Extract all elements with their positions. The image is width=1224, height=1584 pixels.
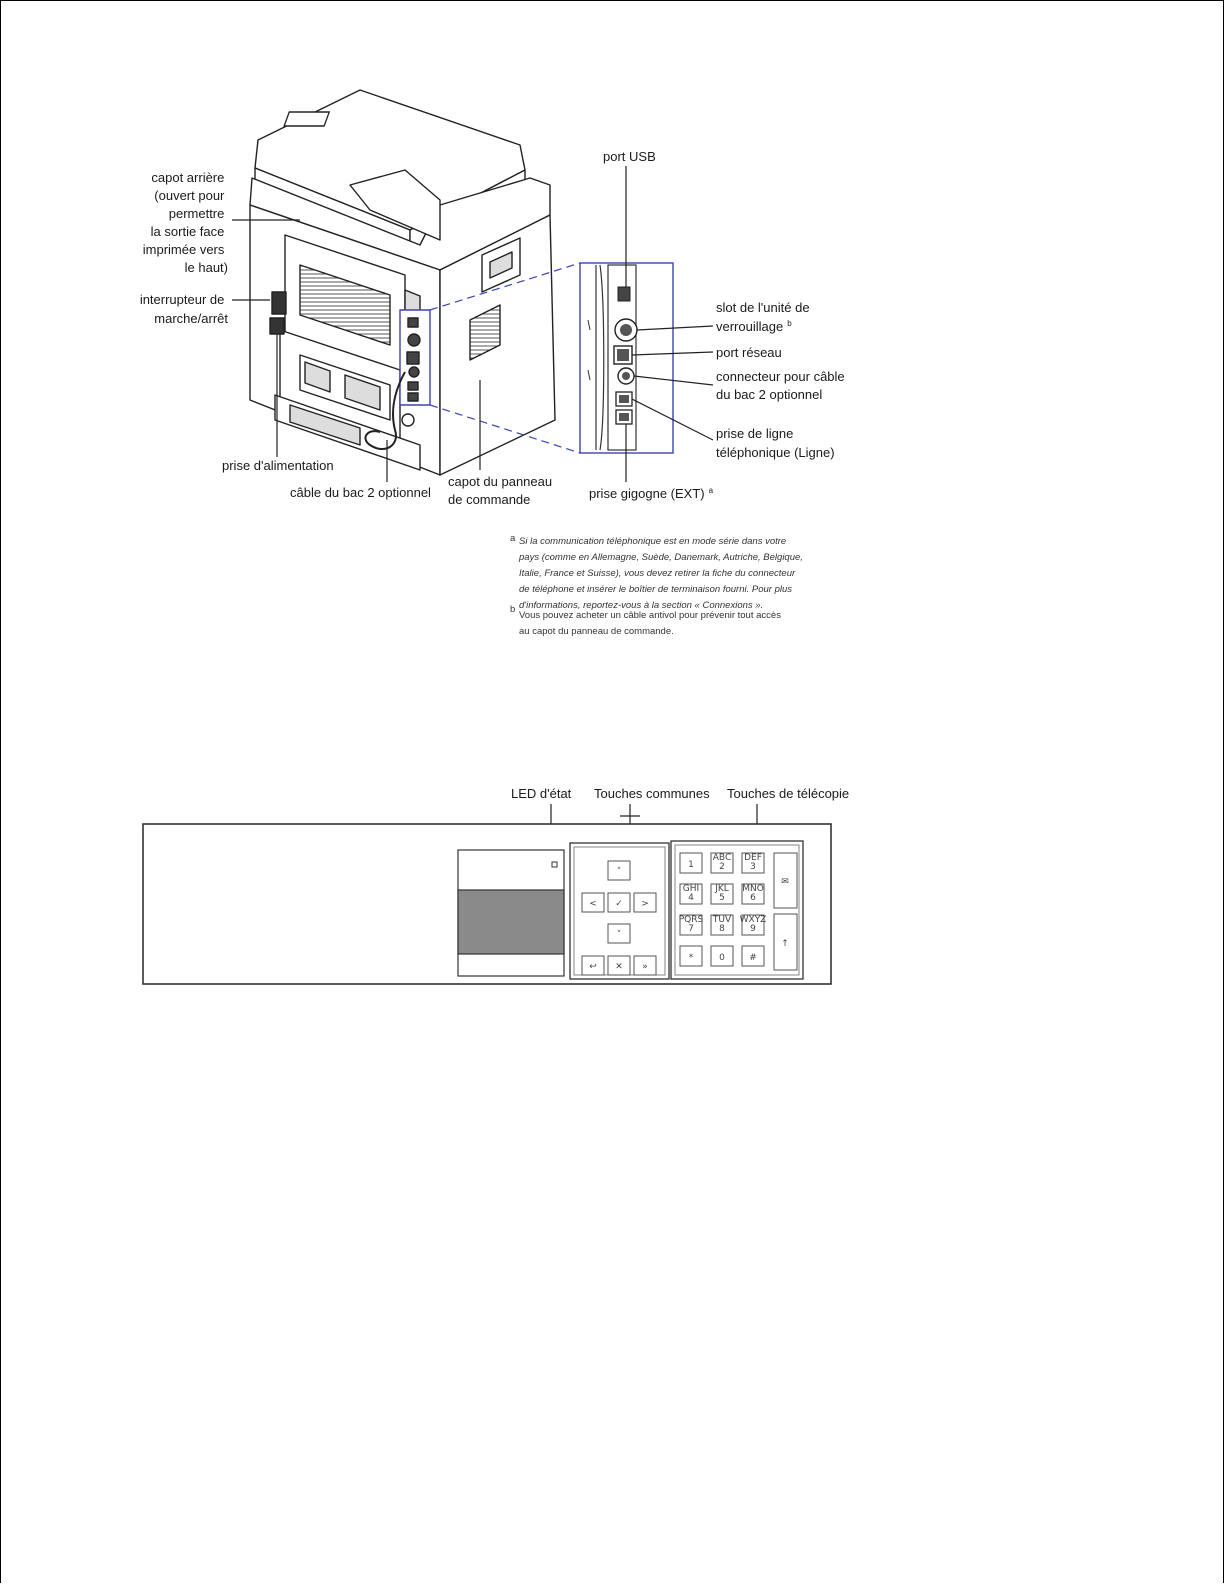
keypad-key-letters: MNO: [742, 884, 764, 894]
keypad-key-letters: ABC: [712, 853, 732, 863]
key-down-glyph: ˅: [616, 930, 622, 940]
control-panel-diagram: [143, 786, 849, 984]
keypad-key-letters: DEF: [744, 853, 762, 863]
mail-icon: ✉: [781, 877, 789, 887]
status-led: [552, 862, 557, 867]
keypad-key-letters: TUV: [712, 915, 732, 925]
keypad-key-digit: #: [749, 953, 757, 963]
power-switch: [272, 292, 286, 314]
keypad-key-digit: 1: [688, 860, 694, 870]
footnote-a: Si la communication téléphonique est en mode série dans votre pays (comme en Allemagne, Suède, Danemark, Autriche, Belgique, Italie, France et Suisse), vous devez retirer la fiche du connecteur de téléphone et insérer le boîtier de terminaison fourni. Pour plus d'informations, reportez-vous à la section « Connexions ».: [519, 536, 803, 611]
keypad-key-digit: 2: [719, 862, 725, 872]
key-stop-glyph: ✕: [615, 962, 623, 972]
label-power-switch: interrupteur de marche/arrêt: [139, 292, 228, 326]
keypad-key-letters: JKL: [715, 884, 729, 894]
keypad-key-letters: WXYZ: [739, 915, 767, 925]
key-ok-glyph: ✓: [615, 899, 623, 909]
keypad-key-digit: 8: [719, 924, 725, 934]
power-socket: [270, 318, 284, 334]
label-tray2-cable: câble du bac 2 optionnel: [290, 485, 431, 500]
label-tray2-connector: connecteur pour câble du bac 2 optionnel: [716, 369, 845, 402]
keypad-key-letters: GHI: [682, 884, 700, 894]
key-up-glyph: ˄: [616, 867, 622, 877]
label-lock-slot: slot de l'unité de verrouillage $^b$: [716, 300, 810, 334]
label-fax-keys: Touches de télécopie: [727, 786, 850, 801]
arrow-up-icon: ↑: [781, 939, 789, 949]
key-start-glyph: »: [642, 962, 648, 972]
label-ext-jack: prise gigogne (EXT) $^a$: [589, 486, 714, 501]
label-common-keys: Touches communes: [594, 786, 710, 801]
keypad-key-letters: PQRS: [678, 915, 704, 925]
key-back-glyph: ↩: [589, 962, 597, 972]
keypad-key-digit: 3: [750, 862, 756, 872]
printer-illustration: [250, 90, 555, 475]
label-control-cover: capot du panneau de commande: [448, 474, 553, 507]
keypad-key-digit: 7: [688, 924, 694, 934]
keypad-key-digit: 0: [719, 953, 725, 963]
keypad-key-digit: 4: [688, 893, 694, 903]
footnotes: [510, 533, 806, 637]
label-status-led: LED d'état: [511, 786, 572, 801]
keypad-key-digit: *: [688, 953, 694, 963]
keypad-key-digit: 6: [750, 893, 756, 903]
footnote-a-mark: a: [510, 533, 516, 544]
keypad-key-digit: 5: [719, 893, 725, 903]
key-right-glyph: >: [641, 899, 649, 909]
label-line-jack: prise de ligne téléphonique (Ligne): [716, 426, 835, 460]
display-screen: [458, 890, 564, 954]
label-network-port: port réseau: [716, 345, 782, 360]
label-rear-cover: capot arrière (ouvert pour permettre la sortie face imprimée vers le haut): [142, 170, 228, 275]
footnote-b: Vous pouvez acheter un câble antivol pour prévenir tout accès au capot du panneau de commande.: [519, 610, 781, 637]
label-power-socket: prise d'alimentation: [222, 458, 334, 473]
label-usb-port: port USB: [603, 149, 656, 164]
footnote-b-mark: b: [510, 604, 516, 615]
keypad-key-digit: 9: [750, 924, 756, 934]
key-left-glyph: <: [589, 899, 597, 909]
